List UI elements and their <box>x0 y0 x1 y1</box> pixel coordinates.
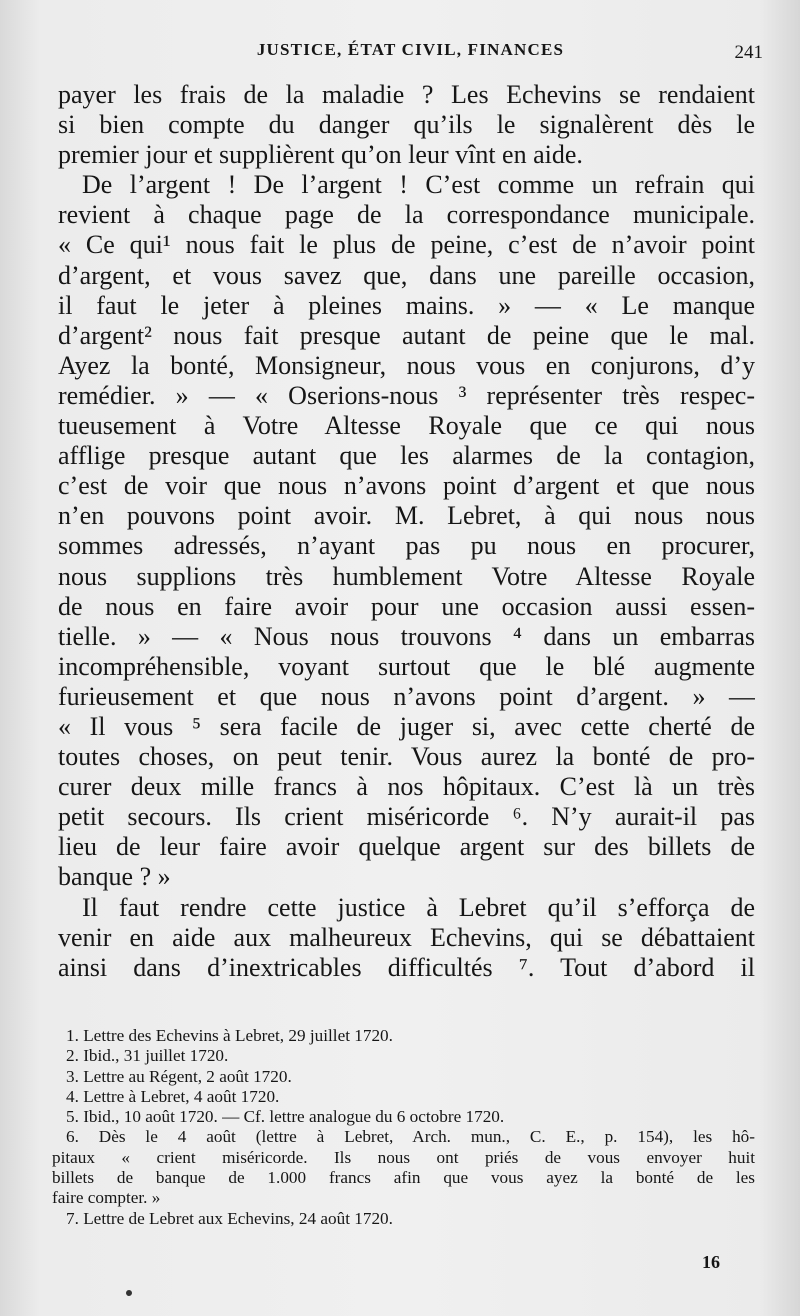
signature-mark: 16 <box>702 1252 720 1272</box>
footnote: 4. Lettre à Lebret, 4 août 1720. <box>66 1086 280 1106</box>
text-line: remédier. » — « Oserions-nous ³ représenter très respec- <box>58 380 755 410</box>
running-title: JUSTICE, ÉTAT CIVIL, FINANCES <box>256 40 565 59</box>
text-line: de nous en faire avoir pour une occasion aussi essen- <box>58 591 755 621</box>
text-line: curer deux mille francs à nos hôpitaux. C’est là un très <box>58 772 755 802</box>
footnote: 6. Dès le 4 août (lettre à Lebret, Arch. mun., C. E., p. 154), les hô- <box>66 1127 755 1147</box>
text-line: Il faut rendre cette justice à Lebret qu’il s’efforça de <box>82 892 755 922</box>
text-line: payer les frais de la maladie ? Les Echevins se rendaient <box>58 80 755 109</box>
text-line: Ayez la bonté, Monsigneur, nous vous en conjurons, d’y <box>58 350 755 380</box>
text-line: si bien compte du danger qu’ils le signalèrent dès le <box>58 110 755 140</box>
text-line: revient à chaque page de la correspondance municipale. <box>58 200 755 230</box>
text-line: d’argent, et vous savez que, dans une pareille occasion, <box>58 260 755 290</box>
text-line: De l’argent ! De l’argent ! C’est comme un refrain qui <box>82 170 755 200</box>
text-line: premier jour et supplièrent qu’on leur vînt en aide. <box>58 140 583 170</box>
text-line: afflige presque autant que les alarmes de la contagion, <box>58 441 755 471</box>
text-line: venir en aide aux malheureux Echevins, qui se débattaient <box>58 922 755 952</box>
text-line: furieusement et que nous n’avons point d’argent. » — <box>58 681 755 711</box>
footnote: 7. Lettre de Lebret aux Echevins, 24 août 1720. <box>66 1208 393 1228</box>
text-line: nous supplions très humblement Votre Altesse Royale <box>58 561 755 591</box>
text-line: n’en pouvons point avoir. M. Lebret, à qui nous nous <box>58 501 755 531</box>
text-line: tueusement à Votre Altesse Royale que ce qui nous <box>58 411 755 441</box>
footnotes <box>52 1026 755 1229</box>
text-line: lieu de leur faire avoir quelque argent sur des billets de <box>58 832 755 862</box>
text-line: incompréhensible, voyant surtout que le blé augmente <box>58 651 755 681</box>
text-line: toutes choses, on peut tenir. Vous aurez la bonté de pro- <box>58 742 755 772</box>
ink-dot <box>126 1290 132 1296</box>
text-line: ainsi dans d’inextricables difficultés ⁷. Tout d’abord il <box>58 952 755 982</box>
text-line: d’argent² nous fait presque autant de peine que le mal. <box>58 320 755 350</box>
text-line: « Ce qui¹ nous fait le plus de peine, c’est de n’avoir point <box>58 230 755 260</box>
text-line: sommes adressés, n’ayant pas pu nous en procurer, <box>58 531 755 561</box>
text-line: « Il vous ⁵ sera facile de juger si, avec cette cherté de <box>58 711 755 741</box>
text-line: il faut le jeter à pleines mains. » — « Le manque <box>58 290 755 320</box>
page-number: 241 <box>734 42 763 63</box>
text-line: petit secours. Ils crient miséricorde ⁶. N’y aurait-il pas <box>58 802 755 832</box>
text-line: c’est de voir que nous n’avons point d’argent et que nous <box>58 471 755 501</box>
text-line: banque ? » <box>58 862 171 892</box>
body-text <box>58 80 755 983</box>
text-line: tielle. » — « Nous nous trouvons ⁴ dans un embarras <box>58 621 755 651</box>
footnote-continuation: pitaux « crient miséricorde. Ils nous ont priés de vous envoyer huit <box>52 1147 755 1167</box>
running-head <box>58 40 763 64</box>
footnote: 5. Ibid., 10 août 1720. — Cf. lettre analogue du 6 octobre 1720. <box>66 1107 505 1127</box>
footnote: 3. Lettre au Régent, 2 août 1720. <box>66 1066 292 1086</box>
footnote: 1. Lettre des Echevins à Lebret, 29 juillet 1720. <box>66 1026 393 1045</box>
footnote-continuation: billets de banque de 1.000 francs afin que vous ayez la bonté de les <box>52 1168 755 1188</box>
footnote-continuation: faire compter. » <box>52 1188 161 1208</box>
footnote: 2. Ibid., 31 juillet 1720. <box>66 1046 229 1066</box>
